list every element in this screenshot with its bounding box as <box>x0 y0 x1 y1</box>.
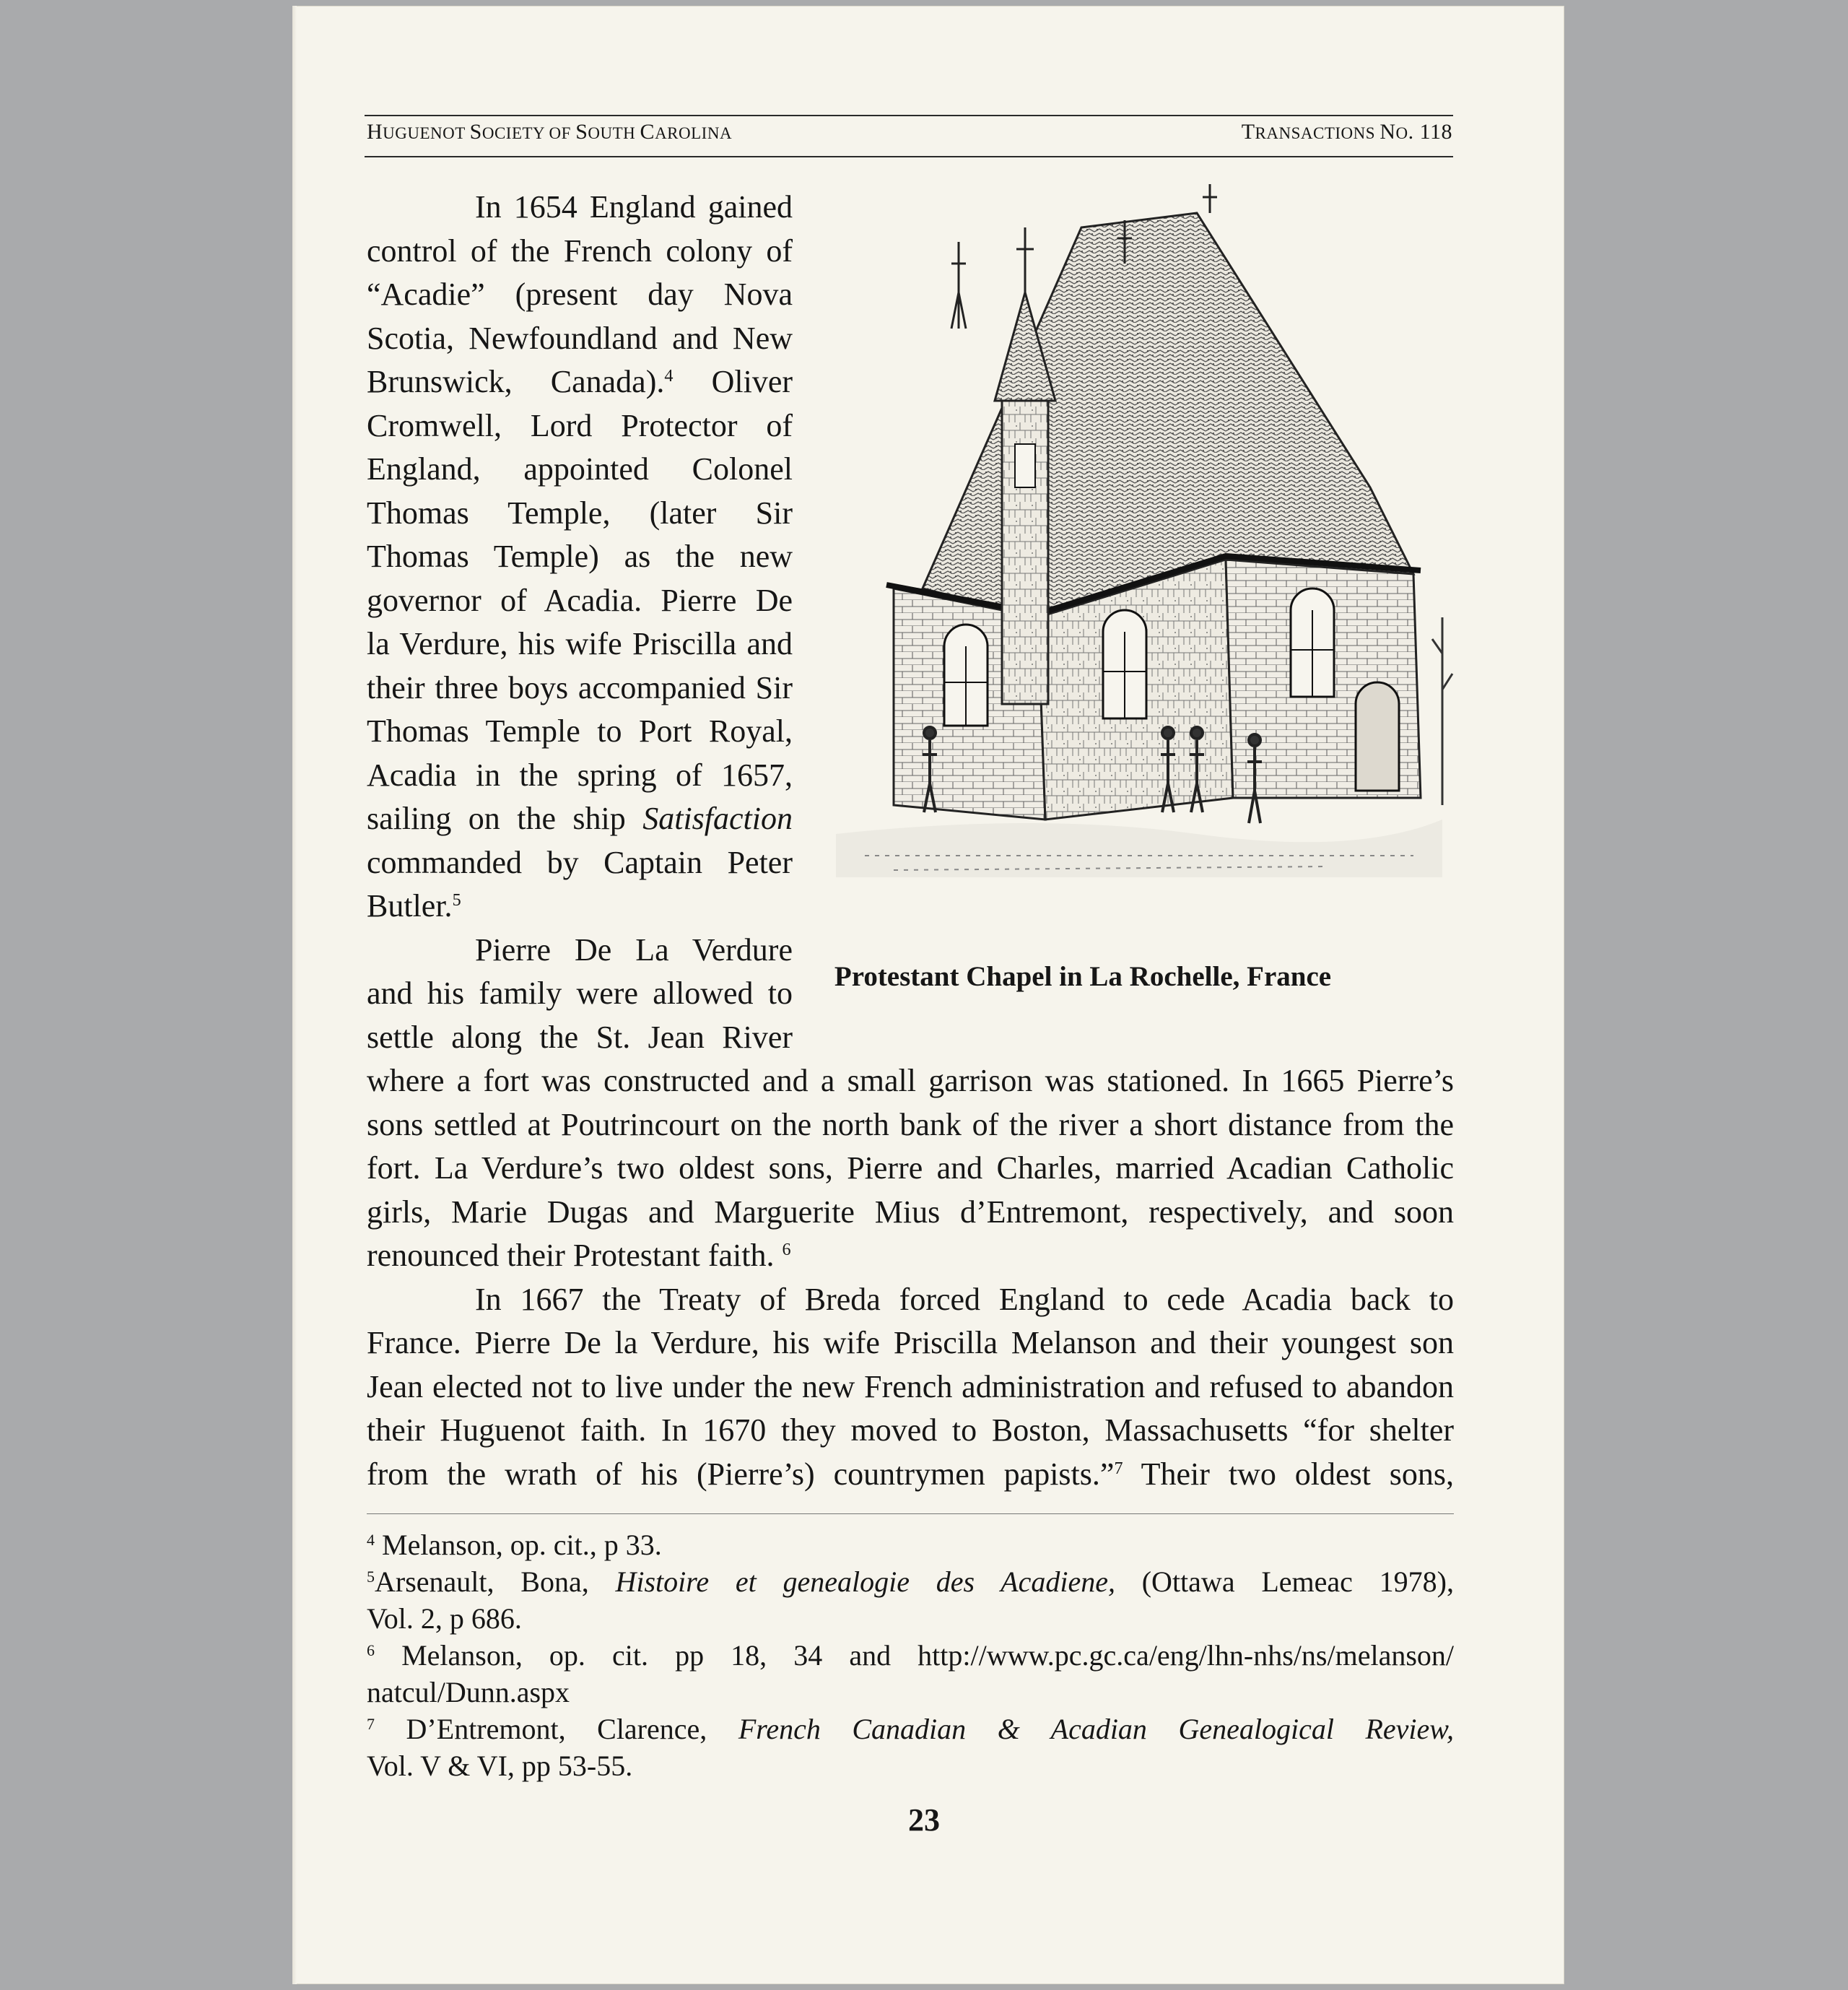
ship-name: Satisfaction <box>642 801 793 836</box>
body-line: Thomas Temple, (later Sir <box>367 495 793 531</box>
chapel-illustration-icon <box>821 184 1458 906</box>
footnote-ref-4[interactable]: 4 <box>664 366 674 386</box>
body-line: Thomas Temple to Port Royal, <box>367 713 793 749</box>
body-line: from the wrath of his (Pierre’s) countrymen papists.”$^7$ Their two oldest sons, <box>367 1456 1454 1492</box>
footnote-6-cont[interactable]: natcul/Dunn.aspx <box>367 1676 570 1708</box>
body-line: governor of Acadia. Pierre De <box>367 582 793 618</box>
body-line: sailing on the ship Satisfaction <box>367 801 793 836</box>
body-line: England, appointed Colonel <box>367 451 793 487</box>
body-line: Butler.$^5$ <box>367 888 461 924</box>
footnotes <box>367 1526 1454 1784</box>
body-full-text <box>367 1059 1454 1496</box>
body-line: Thomas Temple) as the new <box>367 539 793 574</box>
body-line: girls, Marie Dugas and Marguerite Mius d’Entremont, respectively, and soon <box>367 1194 1454 1230</box>
figure-caption: Protestant Chapel in La Rochelle, France <box>834 961 1332 992</box>
body-line: where a fort was constructed and a small garrison was stationed. In 1665 Pierre’s <box>367 1063 1454 1098</box>
body-line: Jean elected not to live under the new French administration and refused to abandon <box>367 1368 1454 1404</box>
footnote-4: $^4$ Melanson, op. cit., p 33. <box>367 1529 662 1561</box>
footnote-ref-5[interactable]: 5 <box>452 890 461 911</box>
body-line: control of the French colony of <box>367 233 793 269</box>
footnote-ref-7[interactable]: 7 <box>1114 1458 1123 1478</box>
body-line: In 1654 England gained <box>475 189 793 225</box>
body-line: renounced their Protestant faith. $^6$ <box>367 1238 791 1273</box>
body-line: France. Pierre De la Verdure, his wife Priscilla Melanson and their youngest son <box>367 1325 1454 1360</box>
running-header-right: TRANSACTIONS NO. 118 <box>1241 120 1452 144</box>
page-spine-shadow <box>292 6 297 1984</box>
footnote-5: $^5$Arsenault, Bona, Histoire et genealogie des Acadiene, (Ottawa Lemeac 1978), <box>367 1565 1454 1598</box>
body-line: settle along the St. Jean River <box>367 1019 793 1055</box>
header-top-rule <box>365 115 1453 116</box>
body-line: Brunswick, Canada).$^4$ Oliver <box>367 364 793 399</box>
body-line: their three boys accompanied Sir <box>367 669 793 705</box>
footnote-6-link[interactable]: Melanson, op. cit. pp 18, 34 and http://www.pc.gc.ca/eng/lhn-nhs/ns/melanson/ <box>401 1639 1455 1672</box>
running-header-left: HUGUENOT SOCIETY OF SOUTH CAROLINA <box>367 120 733 144</box>
footnote-7: $^7$ D’Entremont, Clarence, French Canadian & Acadian Genealogical Review, <box>367 1713 1455 1745</box>
body-line: Pierre De La Verdure <box>475 931 793 968</box>
body-line: la Verdure, his wife Priscilla and <box>367 626 793 661</box>
footnote-5-cont: Vol. 2, p 686. <box>367 1602 522 1635</box>
header-bottom-rule <box>365 156 1453 157</box>
body-line: fort. La Verdure’s two oldest sons, Pierre and Charles, married Acadian Catholic <box>367 1150 1454 1186</box>
page-number: 23 <box>908 1802 940 1838</box>
body-line: In 1667 the Treaty of Breda forced England to cede Acadia back to <box>475 1281 1454 1317</box>
body-line: their Huguenot faith. In 1670 they moved to Boston, Massachusetts “for shelter <box>367 1412 1454 1448</box>
footnote-6: $^6$ Melanson, op. cit. pp 18, 34 and http://www.pc.gc.ca/eng/lhn-nhs/ns/melanson/ <box>367 1639 1455 1672</box>
body-line: Acadia in the spring of 1657, <box>367 757 793 793</box>
body-line: “Acadie” (present day Nova <box>367 277 793 312</box>
footnote-ref-6[interactable]: 6 <box>782 1240 791 1260</box>
body-column-text <box>367 186 793 1059</box>
body-line: commanded by Captain Peter <box>367 844 793 880</box>
body-line: Scotia, Newfoundland and New <box>367 320 793 356</box>
body-line: Cromwell, Lord Protector of <box>367 407 793 443</box>
footnote-7-cont: Vol. V & VI, pp 53-55. <box>367 1750 633 1782</box>
body-line: and his family were allowed to <box>367 976 793 1011</box>
footnote-separator <box>367 1513 1454 1514</box>
body-line: sons settled at Poutrincourt on the north bank of the river a short distance from the <box>367 1106 1454 1142</box>
